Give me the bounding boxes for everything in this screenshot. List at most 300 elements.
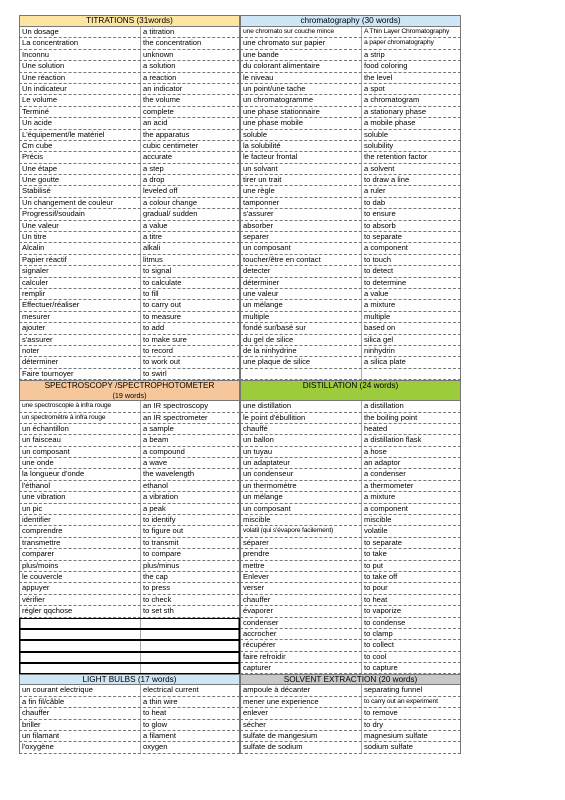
english-term: a component: [361, 243, 461, 253]
vocab-column-right: [240, 15, 461, 380]
french-term: faire refroidir: [240, 652, 361, 662]
vocab-row: [19, 130, 240, 141]
vocab-row: [240, 458, 461, 469]
french-term: une phase stationnaire: [240, 107, 361, 117]
vocab-row: [240, 186, 461, 197]
french-term: s'assurer: [240, 209, 361, 219]
english-term: a spot: [361, 84, 461, 94]
french-term: Précis: [19, 152, 140, 162]
english-term: a wave: [140, 458, 240, 468]
english-term: a value: [140, 221, 240, 231]
english-term: the concentration: [140, 38, 240, 48]
vocab-row: [240, 335, 461, 346]
section-title: TITRATIONS (31words): [86, 16, 173, 25]
french-term: l'éthanol: [19, 481, 140, 491]
english-term: to measure: [140, 312, 240, 322]
english-term: the boiling point: [361, 413, 461, 423]
vocab-row: [240, 141, 461, 152]
vocab-row: [19, 50, 240, 61]
english-term: a value: [361, 289, 461, 299]
french-term: déterminer: [240, 278, 361, 288]
english-term: a distillation: [361, 401, 461, 411]
vocab-row: [240, 583, 461, 594]
vocab-row: [240, 549, 461, 560]
french-term: vérifier: [19, 595, 140, 605]
french-term: Une étape: [19, 164, 140, 174]
vocab-row: [240, 469, 461, 480]
english-term: [140, 630, 239, 639]
english-term: to swirl: [140, 369, 240, 379]
english-term: litmus: [140, 255, 240, 265]
vocab-row: [240, 515, 461, 526]
french-term: multiple: [240, 312, 361, 322]
french-term: tamponner: [240, 198, 361, 208]
english-term: a titration: [140, 27, 240, 37]
french-term: Un titre: [19, 232, 140, 242]
french-term: sulfate de sodium: [240, 742, 361, 752]
french-term: signaler: [19, 266, 140, 276]
english-term: accurate: [140, 152, 240, 162]
french-term: volatil (qui s'évapore facilement): [240, 526, 361, 536]
english-term: [140, 653, 239, 662]
english-term: a ruler: [361, 186, 461, 196]
english-term: to collect: [361, 640, 461, 650]
section-title: DISTILLATION (24 words): [302, 381, 399, 391]
english-term: leveled off: [140, 186, 240, 196]
english-term: to signal: [140, 266, 240, 276]
vocab-column-left: [19, 674, 240, 753]
vocab-row: [240, 50, 461, 61]
vocab-row: [19, 73, 240, 84]
vocab-row: [240, 504, 461, 515]
french-term: récupérer: [240, 640, 361, 650]
vocab-row: [19, 435, 240, 446]
english-term: [361, 369, 461, 379]
french-term: absorber: [240, 221, 361, 231]
english-term: soluble: [361, 130, 461, 140]
english-term: sodium sulfate: [361, 742, 461, 752]
french-term: ampoule à décanter: [240, 685, 361, 695]
section-word-count: (19 words): [112, 391, 147, 401]
vocab-row: [240, 232, 461, 243]
english-term: heated: [361, 424, 461, 434]
english-term: a stationary phase: [361, 107, 461, 117]
english-term: to work out: [140, 357, 240, 367]
vocab-row: [19, 640, 240, 651]
vocab-row: [19, 335, 240, 346]
french-term: un courant electrique: [19, 685, 140, 695]
vocab-row: [240, 640, 461, 651]
vocab-row: [19, 504, 240, 515]
french-term: Papier réactif: [19, 255, 140, 265]
english-term: the apparatus: [140, 130, 240, 140]
english-term: to take: [361, 549, 461, 559]
french-term: comprendre: [19, 526, 140, 536]
french-term: une plaque de silice: [240, 357, 361, 367]
english-term: A Thin Layer Chromatography: [361, 27, 461, 37]
french-term: régler qqchose: [19, 606, 140, 616]
french-term: une règle: [240, 186, 361, 196]
vocab-row: [19, 481, 240, 492]
vocab-row: [19, 141, 240, 152]
vocab-row: [19, 221, 240, 232]
french-term: déterminer: [19, 357, 140, 367]
french-term: condenser: [240, 618, 361, 628]
english-term: to heat: [140, 708, 240, 718]
french-term: Une solution: [19, 61, 140, 71]
french-term: du colorant alimentaire: [240, 61, 361, 71]
vocab-row: [240, 130, 461, 141]
vocab-row: [19, 300, 240, 311]
french-term: plus/moins: [19, 561, 140, 571]
vocab-row: [19, 323, 240, 334]
vocab-row: [19, 697, 240, 708]
english-term: to put: [361, 561, 461, 571]
vocab-column-right: [240, 380, 461, 674]
english-term: oxygen: [140, 742, 240, 752]
vocab-row: [240, 73, 461, 84]
english-term: a step: [140, 164, 240, 174]
vocab-row: [19, 186, 240, 197]
vocab-row: [19, 175, 240, 186]
vocab-row: [19, 357, 240, 368]
french-term: un pic: [19, 504, 140, 514]
french-term: Progressif/soudain: [19, 209, 140, 219]
vocab-row: [19, 742, 240, 753]
french-term: [20, 664, 140, 673]
french-term: un point/une tache: [240, 84, 361, 94]
french-term: Un acide: [19, 118, 140, 128]
english-term: a filament: [140, 731, 240, 741]
french-term: accrocher: [240, 629, 361, 639]
french-term: sécher: [240, 720, 361, 730]
vocab-row: [19, 61, 240, 72]
english-term: to take off: [361, 572, 461, 582]
french-term: une chromato sur papier: [240, 38, 361, 48]
english-term: a beam: [140, 435, 240, 445]
vocab-row: [19, 685, 240, 696]
english-term: a strip: [361, 50, 461, 60]
french-term: la longueur d'onde: [19, 469, 140, 479]
vocab-row: [240, 708, 461, 719]
french-term: séparer: [240, 538, 361, 548]
french-term: enlever: [240, 708, 361, 718]
french-term: s'assurer: [19, 335, 140, 345]
french-term: le facteur frontal: [240, 152, 361, 162]
french-term: une vibration: [19, 492, 140, 502]
french-term: [20, 630, 140, 639]
vocab-row: [240, 255, 461, 266]
english-term: gradual/ sudden: [140, 209, 240, 219]
vocab-row: [19, 458, 240, 469]
french-term: Un dosage: [19, 27, 140, 37]
vocab-row: [240, 369, 461, 380]
vocab-row: [19, 629, 240, 640]
section-header: [240, 380, 461, 401]
english-term: complete: [140, 107, 240, 117]
french-term: Une goutte: [19, 175, 140, 185]
vocab-row: [240, 346, 461, 357]
vocab-row: [240, 152, 461, 163]
vocab-row: [19, 549, 240, 560]
french-term: transmettre: [19, 538, 140, 548]
english-term: a titre: [140, 232, 240, 242]
english-term: alkali: [140, 243, 240, 253]
section-header: [240, 15, 461, 27]
vocab-row: [240, 323, 461, 334]
vocab-row: [240, 595, 461, 606]
english-term: a chromatogram: [361, 95, 461, 105]
english-term: a condenser: [361, 469, 461, 479]
vocab-row: [240, 221, 461, 232]
french-term: une chromato sur couche mince: [240, 27, 361, 37]
french-term: remplir: [19, 289, 140, 299]
french-term: un chromatogramme: [240, 95, 361, 105]
french-term: Un indicateur: [19, 84, 140, 94]
vocab-row: [19, 278, 240, 289]
english-term: the wavelength: [140, 469, 240, 479]
french-term: une valeur: [240, 289, 361, 299]
vocab-row: [240, 492, 461, 503]
english-term: to compare: [140, 549, 240, 559]
french-term: un composant: [240, 243, 361, 253]
english-term: to carry out: [140, 300, 240, 310]
french-term: un adaptateur: [240, 458, 361, 468]
french-term: un mélange: [240, 300, 361, 310]
english-term: to check: [140, 595, 240, 605]
vocab-row: [240, 685, 461, 696]
french-term: chauffer: [240, 595, 361, 605]
french-term: un filamant: [19, 731, 140, 741]
section-title: SOLVENT EXTRACTION (20 words): [283, 675, 418, 685]
english-term: based on: [361, 323, 461, 333]
french-term: mener une experience: [240, 697, 361, 707]
french-term: Faire tournoyer: [19, 369, 140, 379]
section-title: chromatography (30 words): [300, 16, 401, 25]
section-header: [240, 674, 461, 685]
vocab-row: [19, 708, 240, 719]
french-term: un composant: [240, 504, 361, 514]
vocab-row: [19, 413, 240, 424]
english-term: an indicator: [140, 84, 240, 94]
vocab-row: [19, 469, 240, 480]
english-term: multiple: [361, 312, 461, 322]
french-term: briller: [19, 720, 140, 730]
vocab-row: [19, 663, 240, 674]
english-term: ethanol: [140, 481, 240, 491]
french-term: identifier: [19, 515, 140, 525]
french-term: du gel de silice: [240, 335, 361, 345]
french-term: un solvant: [240, 164, 361, 174]
french-term: Inconnu: [19, 50, 140, 60]
english-term: magnesium sulfate: [361, 731, 461, 741]
vocab-row: [240, 742, 461, 753]
vocab-row: [240, 401, 461, 412]
french-term: separer: [240, 232, 361, 242]
french-term: Une valeur: [19, 221, 140, 231]
french-term: Stabilisé: [19, 186, 140, 196]
vocab-row: [19, 27, 240, 38]
vocab-row: [19, 561, 240, 572]
english-term: the volume: [140, 95, 240, 105]
english-term: to record: [140, 346, 240, 356]
vocab-section: [19, 674, 461, 753]
english-term: to cool: [361, 652, 461, 662]
english-term: cubic centimeter: [140, 141, 240, 151]
french-term: la solubilité: [240, 141, 361, 151]
french-term: fondé sur/basé sur: [240, 323, 361, 333]
english-term: unknown: [140, 50, 240, 60]
vocab-row: [19, 618, 240, 629]
french-term: Alcalin: [19, 243, 140, 253]
vocab-row: [240, 413, 461, 424]
english-term: to vaporize: [361, 606, 461, 616]
english-term: to clamp: [361, 629, 461, 639]
english-term: to draw a line: [361, 175, 461, 185]
vocab-row: [19, 266, 240, 277]
vocab-row: [240, 175, 461, 186]
english-term: solubility: [361, 141, 461, 151]
vocab-row: [19, 95, 240, 106]
english-term: to fill: [140, 289, 240, 299]
french-term: [20, 619, 140, 628]
french-term: noter: [19, 346, 140, 356]
french-term: une spectroscopie à infra rouge: [19, 401, 140, 411]
vocab-column-right: [240, 674, 461, 753]
vocab-row: [240, 526, 461, 537]
vocab-row: [19, 731, 240, 742]
english-term: a mobile phase: [361, 118, 461, 128]
english-term: ninhydrin: [361, 346, 461, 356]
english-term: silica gel: [361, 335, 461, 345]
french-term: [20, 641, 140, 650]
vocab-row: [240, 61, 461, 72]
french-term: sulfate de mangesium: [240, 731, 361, 741]
english-term: a silica plate: [361, 357, 461, 367]
vocab-row: [240, 481, 461, 492]
vocab-row: [19, 538, 240, 549]
french-term: une bande: [240, 50, 361, 60]
vocab-row: [240, 629, 461, 640]
english-term: an acid: [140, 118, 240, 128]
section-header: [19, 15, 240, 27]
french-term: un condenseur: [240, 469, 361, 479]
vocab-row: [19, 346, 240, 357]
english-term: a compound: [140, 447, 240, 457]
french-term: ajouter: [19, 323, 140, 333]
english-term: to capture: [361, 663, 461, 673]
french-term: detecter: [240, 266, 361, 276]
english-term: to dab: [361, 198, 461, 208]
vocab-row: [240, 312, 461, 323]
english-term: to absorb: [361, 221, 461, 231]
vocab-row: [19, 447, 240, 458]
english-term: to heat: [361, 595, 461, 605]
english-term: to detect: [361, 266, 461, 276]
english-term: to ensure: [361, 209, 461, 219]
french-term: Une réaction: [19, 73, 140, 83]
english-term: to remove: [361, 708, 461, 718]
english-term: to dry: [361, 720, 461, 730]
vocab-section: [19, 15, 461, 380]
french-term: prendre: [240, 549, 361, 559]
vocab-row: [19, 152, 240, 163]
vocab-row: [240, 164, 461, 175]
vocab-row: [240, 27, 461, 38]
vocab-row: [240, 289, 461, 300]
english-term: [140, 641, 239, 650]
vocab-row: [19, 492, 240, 503]
english-term: plus/minus: [140, 561, 240, 571]
vocab-row: [19, 515, 240, 526]
french-term: chauffer: [19, 708, 140, 718]
vocab-row: [19, 720, 240, 731]
french-term: un thermomètre: [240, 481, 361, 491]
english-term: electrical current: [140, 685, 240, 695]
french-term: Effectuer/réaliser: [19, 300, 140, 310]
english-term: to identify: [140, 515, 240, 525]
french-term: un échantillon: [19, 424, 140, 434]
vocab-row: [240, 243, 461, 254]
vocab-row: [19, 255, 240, 266]
english-term: food coloring: [361, 61, 461, 71]
english-term: to add: [140, 323, 240, 333]
english-term: an adaptor: [361, 458, 461, 468]
section-title: SPECTROSCOPY /SPECTROPHOTOMETER: [44, 381, 215, 391]
french-term: mettre: [240, 561, 361, 571]
english-term: a thermometer: [361, 481, 461, 491]
english-term: a distillation flask: [361, 435, 461, 445]
french-term: le point d'ébullition: [240, 413, 361, 423]
english-term: to figure out: [140, 526, 240, 536]
french-term: Enlever: [240, 572, 361, 582]
english-term: a drop: [140, 175, 240, 185]
english-term: a mixture: [361, 492, 461, 502]
english-term: a hose: [361, 447, 461, 457]
vocab-row: [240, 652, 461, 663]
vocab-row: [19, 107, 240, 118]
english-term: to touch: [361, 255, 461, 265]
vocab-row: [19, 606, 240, 617]
vocab-row: [240, 300, 461, 311]
french-term: mesurer: [19, 312, 140, 322]
english-term: [140, 619, 239, 628]
vocab-column-left: [19, 380, 240, 674]
english-term: a solvent: [361, 164, 461, 174]
french-term: soluble: [240, 130, 361, 140]
english-term: to transmit: [140, 538, 240, 548]
english-term: volatile: [361, 526, 461, 536]
vocab-row: [19, 232, 240, 243]
vocab-column-left: [19, 15, 240, 380]
french-term: Cm cube: [19, 141, 140, 151]
french-term: un mélange: [240, 492, 361, 502]
vocab-row: [240, 357, 461, 368]
vocab-row: [19, 289, 240, 300]
vocab-row: [240, 435, 461, 446]
english-term: to separate: [361, 538, 461, 548]
vocab-row: [240, 84, 461, 95]
english-term: to condense: [361, 618, 461, 628]
french-term: Un changement de couleur: [19, 198, 140, 208]
vocab-row: [19, 118, 240, 129]
french-term: miscible: [240, 515, 361, 525]
french-term: La concentration: [19, 38, 140, 48]
french-term: chauffé: [240, 424, 361, 434]
vocab-row: [19, 424, 240, 435]
vocab-row: [240, 663, 461, 674]
french-term: Terminé: [19, 107, 140, 117]
